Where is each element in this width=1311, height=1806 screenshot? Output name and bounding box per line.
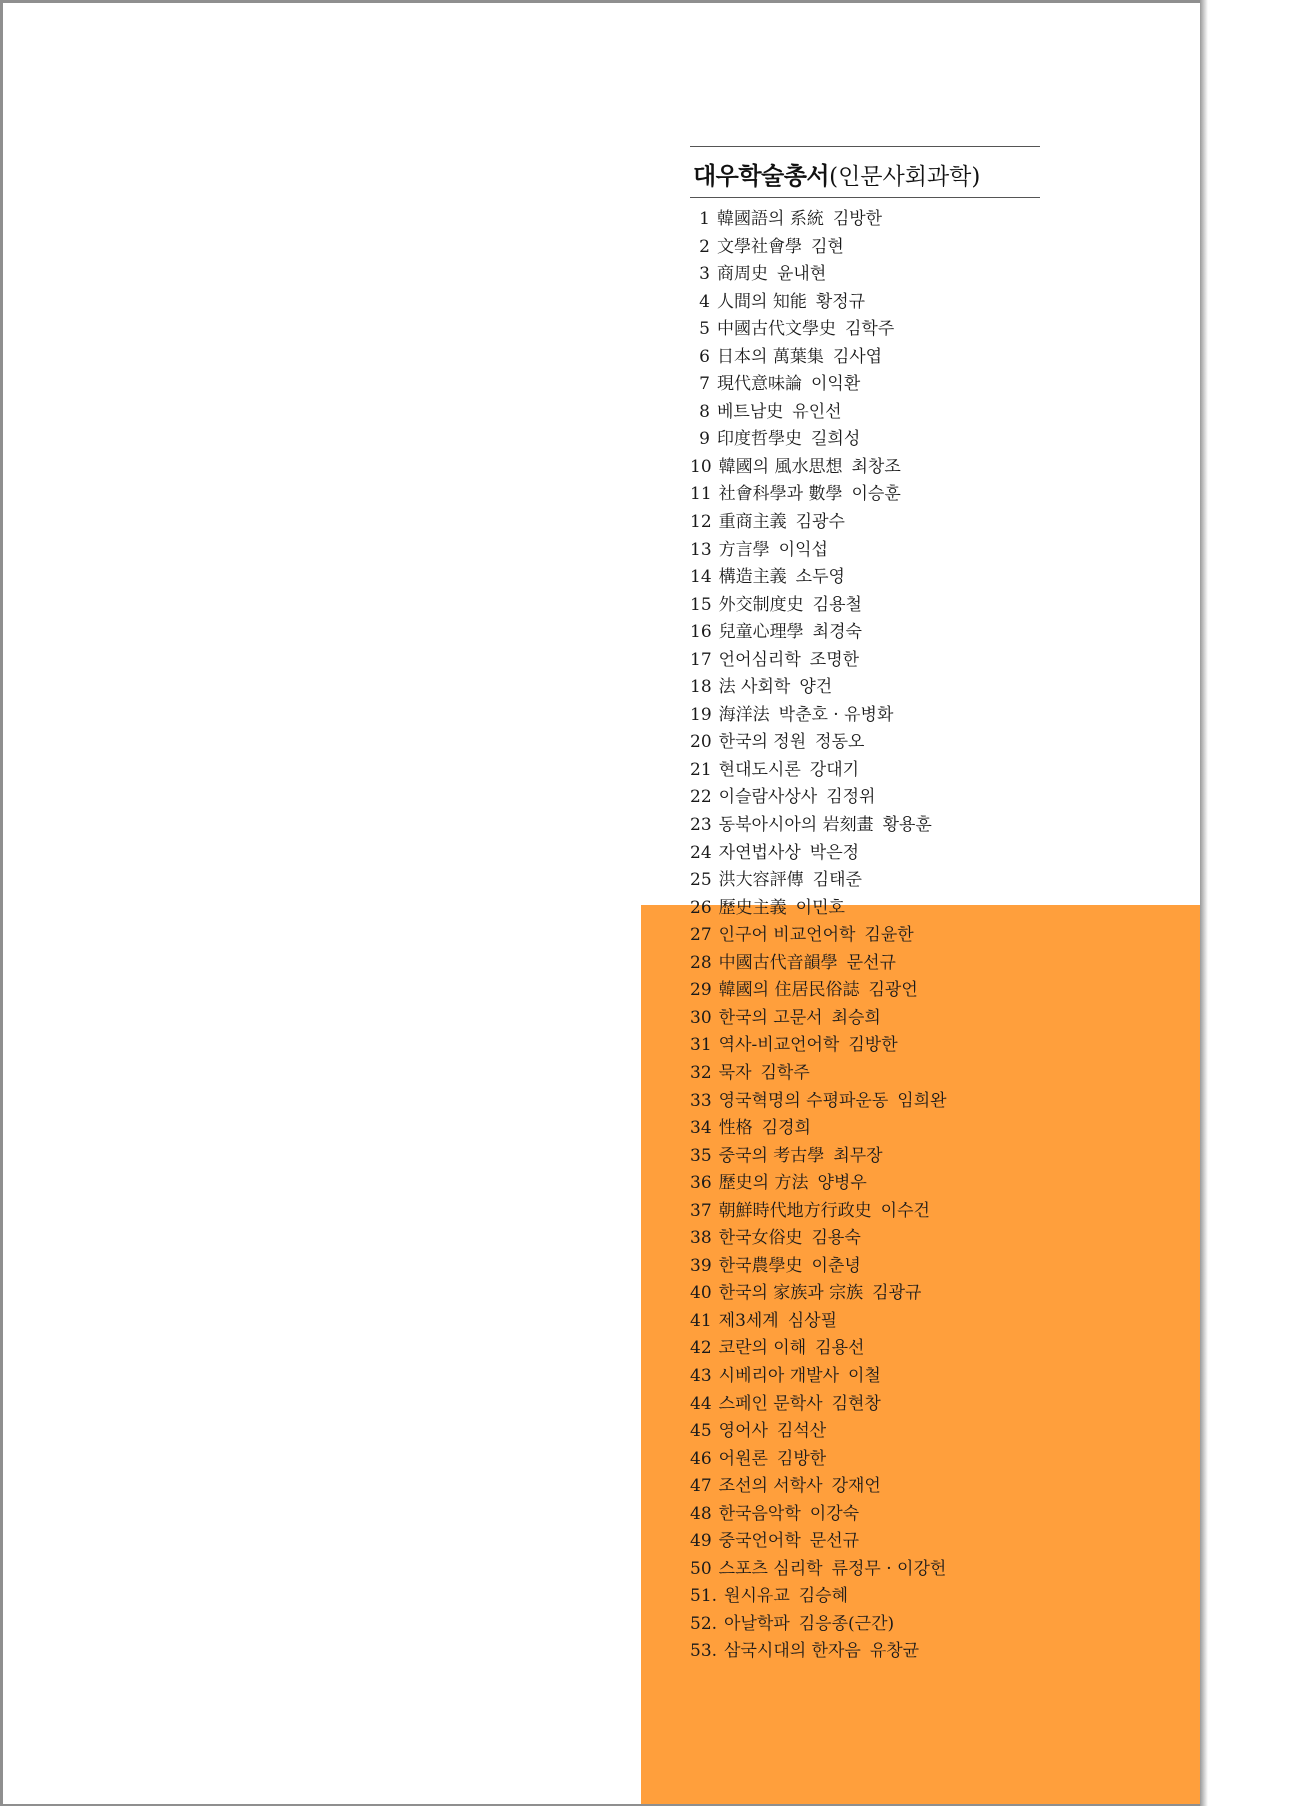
series-title bbox=[690, 147, 1040, 197]
book-list-item bbox=[690, 674, 947, 702]
book-list-item bbox=[690, 1253, 947, 1281]
book-author: 김용숙 bbox=[811, 1228, 861, 1249]
book-list-item bbox=[690, 454, 947, 482]
book-list-item bbox=[690, 647, 947, 675]
book-list-item bbox=[690, 592, 947, 620]
book-number: 9 bbox=[699, 429, 710, 450]
book-title: 人間의 知能 bbox=[717, 291, 807, 312]
book-title: 삼국시대의 한자음 bbox=[724, 1641, 861, 1662]
book-title: 文學社會學 bbox=[717, 236, 802, 257]
book-author: 김응종(근간) bbox=[798, 1613, 895, 1634]
book-author: 김방한 bbox=[776, 1448, 827, 1469]
book-number: 41 bbox=[690, 1310, 712, 1331]
book-list-item bbox=[690, 1060, 947, 1088]
book-author: 최무장 bbox=[833, 1145, 883, 1166]
book-list-item bbox=[690, 564, 947, 592]
book-list-item bbox=[690, 1638, 947, 1666]
book-title: 한국農學史 bbox=[718, 1255, 803, 1276]
book-number: 21 bbox=[690, 759, 712, 780]
book-number: 16 bbox=[690, 622, 712, 643]
book-author: 김현창 bbox=[831, 1393, 881, 1414]
book-number: 10 bbox=[690, 456, 712, 477]
book-number: 53. bbox=[690, 1641, 718, 1662]
book-number: 1 bbox=[699, 209, 710, 229]
book-list-item bbox=[690, 757, 947, 785]
book-author: 최승희 bbox=[831, 1007, 881, 1028]
book-title: 日本의 萬葉集 bbox=[717, 346, 824, 367]
book-list bbox=[690, 206, 947, 1666]
book-title: 역사-비교언어학 bbox=[718, 1035, 840, 1056]
book-list-item bbox=[690, 1308, 947, 1336]
book-title: 한국의 家族과 宗族 bbox=[718, 1283, 864, 1304]
book-list-item bbox=[690, 950, 947, 978]
book-title: 아날학파 bbox=[724, 1613, 790, 1634]
book-number: 26 bbox=[690, 897, 712, 918]
book-author: 김광언 bbox=[868, 980, 918, 1001]
book-title: 현대도시론 bbox=[718, 759, 801, 780]
book-title: 한국음악학 bbox=[718, 1503, 801, 1524]
page-edge-shadow bbox=[1200, 0, 1208, 1806]
book-title: 法 사회학 bbox=[718, 677, 791, 698]
book-list-item bbox=[690, 812, 947, 840]
book-number: 14 bbox=[690, 567, 712, 588]
book-number: 25 bbox=[690, 870, 712, 891]
book-list-item bbox=[690, 867, 947, 895]
book-list-item bbox=[690, 840, 947, 868]
book-title: 영어사 bbox=[718, 1421, 768, 1442]
book-list-item bbox=[690, 1280, 947, 1308]
book-number: 24 bbox=[690, 842, 712, 863]
book-number: 45 bbox=[690, 1421, 712, 1442]
book-title: 중국의 考古學 bbox=[718, 1145, 825, 1166]
book-list-item bbox=[690, 399, 947, 427]
book-title: 兒童心理學 bbox=[718, 622, 804, 643]
series-header bbox=[690, 146, 1040, 198]
book-number: 34 bbox=[690, 1118, 712, 1139]
book-title: 印度哲學史 bbox=[717, 429, 802, 450]
book-title: 朝鮮時代地方行政史 bbox=[718, 1200, 872, 1221]
book-number: 44 bbox=[690, 1393, 712, 1414]
book-number: 36 bbox=[690, 1173, 712, 1194]
book-list-item bbox=[690, 371, 947, 399]
book-list-item bbox=[690, 1143, 947, 1171]
series-title-sub: (인문사회과학) bbox=[829, 164, 981, 190]
book-author: 김학주 bbox=[760, 1062, 810, 1083]
book-number: 17 bbox=[690, 649, 712, 670]
book-list-item bbox=[690, 1088, 947, 1116]
book-author: 황용훈 bbox=[882, 815, 932, 836]
book-author: 김용철 bbox=[812, 594, 862, 615]
book-title: 코란의 이해 bbox=[718, 1338, 807, 1359]
book-list-item bbox=[690, 1391, 947, 1419]
book-author: 김용선 bbox=[815, 1338, 865, 1359]
book-number: 18 bbox=[690, 677, 712, 698]
book-list-item bbox=[690, 1170, 947, 1198]
book-author: 이승훈 bbox=[851, 484, 901, 505]
book-author: 박춘호 · 유병화 bbox=[778, 704, 894, 725]
book-number: 48 bbox=[690, 1503, 712, 1524]
book-author: 문선규 bbox=[846, 952, 896, 973]
book-author: 양병우 bbox=[817, 1173, 867, 1194]
book-list-item bbox=[690, 234, 947, 262]
book-list-item bbox=[690, 1528, 947, 1556]
book-title: 韓國語의 系統 bbox=[717, 209, 824, 229]
book-title: 언어심리학 bbox=[718, 649, 801, 670]
book-title: 現代意味論 bbox=[717, 374, 802, 395]
book-title: 중국언어학 bbox=[718, 1531, 801, 1552]
book-title: 歷史의 方法 bbox=[718, 1173, 809, 1194]
book-list-item bbox=[690, 1446, 947, 1474]
book-author: 소두영 bbox=[795, 567, 845, 588]
book-number: 15 bbox=[690, 594, 712, 615]
book-author: 김사엽 bbox=[832, 346, 883, 367]
book-author: 이춘녕 bbox=[811, 1255, 861, 1276]
book-title: 어원론 bbox=[718, 1448, 768, 1469]
book-number: 8 bbox=[699, 401, 710, 422]
book-list-item bbox=[690, 1115, 947, 1143]
book-title: 中國古代音韻學 bbox=[718, 952, 838, 973]
book-title: 商周史 bbox=[717, 264, 768, 285]
book-author: 박은정 bbox=[809, 842, 860, 863]
book-list-item bbox=[690, 509, 947, 537]
book-number: 27 bbox=[690, 925, 712, 946]
book-author: 김방한 bbox=[832, 209, 883, 229]
book-title: 洪大容評傳 bbox=[718, 870, 804, 891]
book-author: 정동오 bbox=[815, 732, 865, 753]
book-number: 37 bbox=[690, 1200, 712, 1221]
book-list-item bbox=[690, 702, 947, 730]
book-author: 유창균 bbox=[869, 1641, 920, 1662]
book-number: 22 bbox=[690, 787, 712, 808]
book-author: 김석산 bbox=[776, 1421, 827, 1442]
book-number: 39 bbox=[690, 1255, 712, 1276]
book-number: 23 bbox=[690, 815, 712, 836]
book-number: 12 bbox=[690, 512, 712, 533]
book-list-item bbox=[690, 481, 947, 509]
book-author: 이철 bbox=[848, 1365, 881, 1386]
book-list-item bbox=[690, 206, 947, 234]
book-list-item bbox=[690, 895, 947, 923]
book-author: 문선규 bbox=[809, 1531, 860, 1552]
book-number: 19 bbox=[690, 704, 712, 725]
book-title: 묵자 bbox=[718, 1062, 752, 1083]
book-author: 황정규 bbox=[815, 291, 866, 312]
book-number: 38 bbox=[690, 1228, 712, 1249]
book-author: 김윤한 bbox=[864, 925, 914, 946]
book-title: 동북아시아의 岩刻畫 bbox=[718, 815, 874, 836]
book-title: 外交制度史 bbox=[718, 594, 804, 615]
book-list-item bbox=[690, 1335, 947, 1363]
book-number: 47 bbox=[690, 1476, 712, 1497]
book-title: 韓國의 住居民俗誌 bbox=[718, 980, 860, 1001]
book-number: 30 bbox=[690, 1007, 712, 1028]
book-number: 4 bbox=[699, 291, 710, 312]
book-list-item bbox=[690, 784, 947, 812]
book-author: 유인선 bbox=[792, 401, 842, 422]
book-title: 한국의 정원 bbox=[718, 732, 807, 753]
book-list-item bbox=[690, 619, 947, 647]
book-author: 김경희 bbox=[761, 1118, 811, 1139]
book-list-item bbox=[690, 977, 947, 1005]
book-title: 원시유교 bbox=[724, 1586, 790, 1607]
book-author: 이익섭 bbox=[778, 539, 828, 560]
book-author: 이강숙 bbox=[809, 1503, 860, 1524]
book-title: 베트남史 bbox=[717, 401, 784, 422]
book-author: 임희완 bbox=[897, 1090, 947, 1111]
book-author: 김광수 bbox=[795, 512, 845, 533]
book-title: 인구어 비교언어학 bbox=[718, 925, 856, 946]
book-author: 길희성 bbox=[811, 429, 861, 450]
book-number: 29 bbox=[690, 980, 712, 1001]
book-title: 中國古代文學史 bbox=[717, 319, 836, 340]
book-title: 제3세계 bbox=[718, 1310, 779, 1331]
book-list-item bbox=[690, 1032, 947, 1060]
book-title: 한국女俗史 bbox=[718, 1228, 803, 1249]
book-author: 이민호 bbox=[795, 897, 845, 918]
book-author: 최창조 bbox=[851, 456, 901, 477]
book-author: 강재언 bbox=[831, 1476, 881, 1497]
book-list-item bbox=[690, 1583, 947, 1611]
header-bottom-rule bbox=[690, 197, 1040, 198]
book-title: 性格 bbox=[718, 1118, 753, 1139]
book-number: 11 bbox=[690, 484, 712, 505]
book-number: 52. bbox=[690, 1613, 718, 1634]
book-list-item bbox=[690, 1418, 947, 1446]
book-author: 김태준 bbox=[812, 870, 862, 891]
book-number: 40 bbox=[690, 1283, 712, 1304]
book-author: 최경숙 bbox=[812, 622, 862, 643]
book-author: 류정무 · 이강헌 bbox=[831, 1558, 947, 1579]
book-author: 김승혜 bbox=[798, 1586, 849, 1607]
book-author: 조명한 bbox=[809, 649, 860, 670]
book-list-item bbox=[690, 729, 947, 757]
book-author: 김정위 bbox=[826, 787, 876, 808]
book-number: 31 bbox=[690, 1035, 712, 1056]
book-number: 35 bbox=[690, 1145, 712, 1166]
book-list-item bbox=[690, 289, 947, 317]
book-title: 스포츠 심리학 bbox=[718, 1558, 823, 1579]
series-title-main: 대우학술총서 bbox=[693, 162, 830, 190]
book-author: 김현 bbox=[811, 236, 844, 257]
book-list-item bbox=[690, 1473, 947, 1501]
book-list-item bbox=[690, 537, 947, 565]
book-list-item bbox=[690, 1225, 947, 1253]
book-number: 46 bbox=[690, 1448, 712, 1469]
book-list-item bbox=[690, 261, 947, 289]
book-title: 이슬람사상사 bbox=[718, 787, 818, 808]
book-author: 강대기 bbox=[809, 759, 860, 780]
book-list-item bbox=[690, 1363, 947, 1391]
book-list-item bbox=[690, 1611, 947, 1639]
book-number: 32 bbox=[690, 1062, 712, 1083]
book-number: 42 bbox=[690, 1338, 712, 1359]
book-number: 2 bbox=[699, 236, 710, 257]
book-list-item bbox=[690, 1005, 947, 1033]
book-author: 김광규 bbox=[872, 1283, 922, 1304]
book-title: 영국혁명의 수평파운동 bbox=[718, 1090, 889, 1111]
book-list-item bbox=[690, 922, 947, 950]
book-title: 자연법사상 bbox=[718, 842, 801, 863]
book-author: 윤내현 bbox=[777, 264, 827, 285]
book-number: 28 bbox=[690, 952, 712, 973]
book-author: 김방한 bbox=[848, 1035, 898, 1056]
book-title: 海洋法 bbox=[718, 704, 770, 725]
book-title: 시베리아 개발사 bbox=[718, 1365, 839, 1386]
book-number: 50 bbox=[690, 1558, 712, 1579]
book-number: 49 bbox=[690, 1531, 712, 1552]
book-title: 重商主義 bbox=[718, 512, 787, 533]
book-list-item bbox=[690, 316, 947, 344]
book-number: 3 bbox=[699, 264, 710, 285]
book-number: 33 bbox=[690, 1090, 712, 1111]
book-number: 6 bbox=[699, 346, 710, 367]
book-number: 5 bbox=[699, 319, 710, 340]
book-title: 歷史主義 bbox=[718, 897, 787, 918]
book-number: 7 bbox=[699, 374, 710, 395]
book-title: 스페인 문학사 bbox=[718, 1393, 823, 1414]
book-author: 이익환 bbox=[811, 374, 861, 395]
book-title: 조선의 서학사 bbox=[718, 1476, 823, 1497]
book-author: 김학주 bbox=[845, 319, 895, 340]
book-title: 한국의 고문서 bbox=[718, 1007, 823, 1028]
book-number: 20 bbox=[690, 732, 712, 753]
book-list-item bbox=[690, 344, 947, 372]
book-list-item bbox=[690, 1556, 947, 1584]
book-title: 社會科學과 數學 bbox=[718, 484, 843, 505]
book-list-item bbox=[690, 426, 947, 454]
book-number: 13 bbox=[690, 539, 712, 560]
book-title: 構造主義 bbox=[718, 567, 787, 588]
book-author: 양건 bbox=[799, 677, 833, 698]
book-number: 51. bbox=[690, 1586, 718, 1607]
book-author: 이수건 bbox=[880, 1200, 930, 1221]
book-number: 43 bbox=[690, 1365, 712, 1386]
book-list-item bbox=[690, 1198, 947, 1226]
book-author: 심상필 bbox=[787, 1310, 838, 1331]
book-list-item bbox=[690, 1501, 947, 1529]
book-title: 韓國의 風水思想 bbox=[718, 456, 843, 477]
book-title: 方言學 bbox=[718, 539, 770, 560]
